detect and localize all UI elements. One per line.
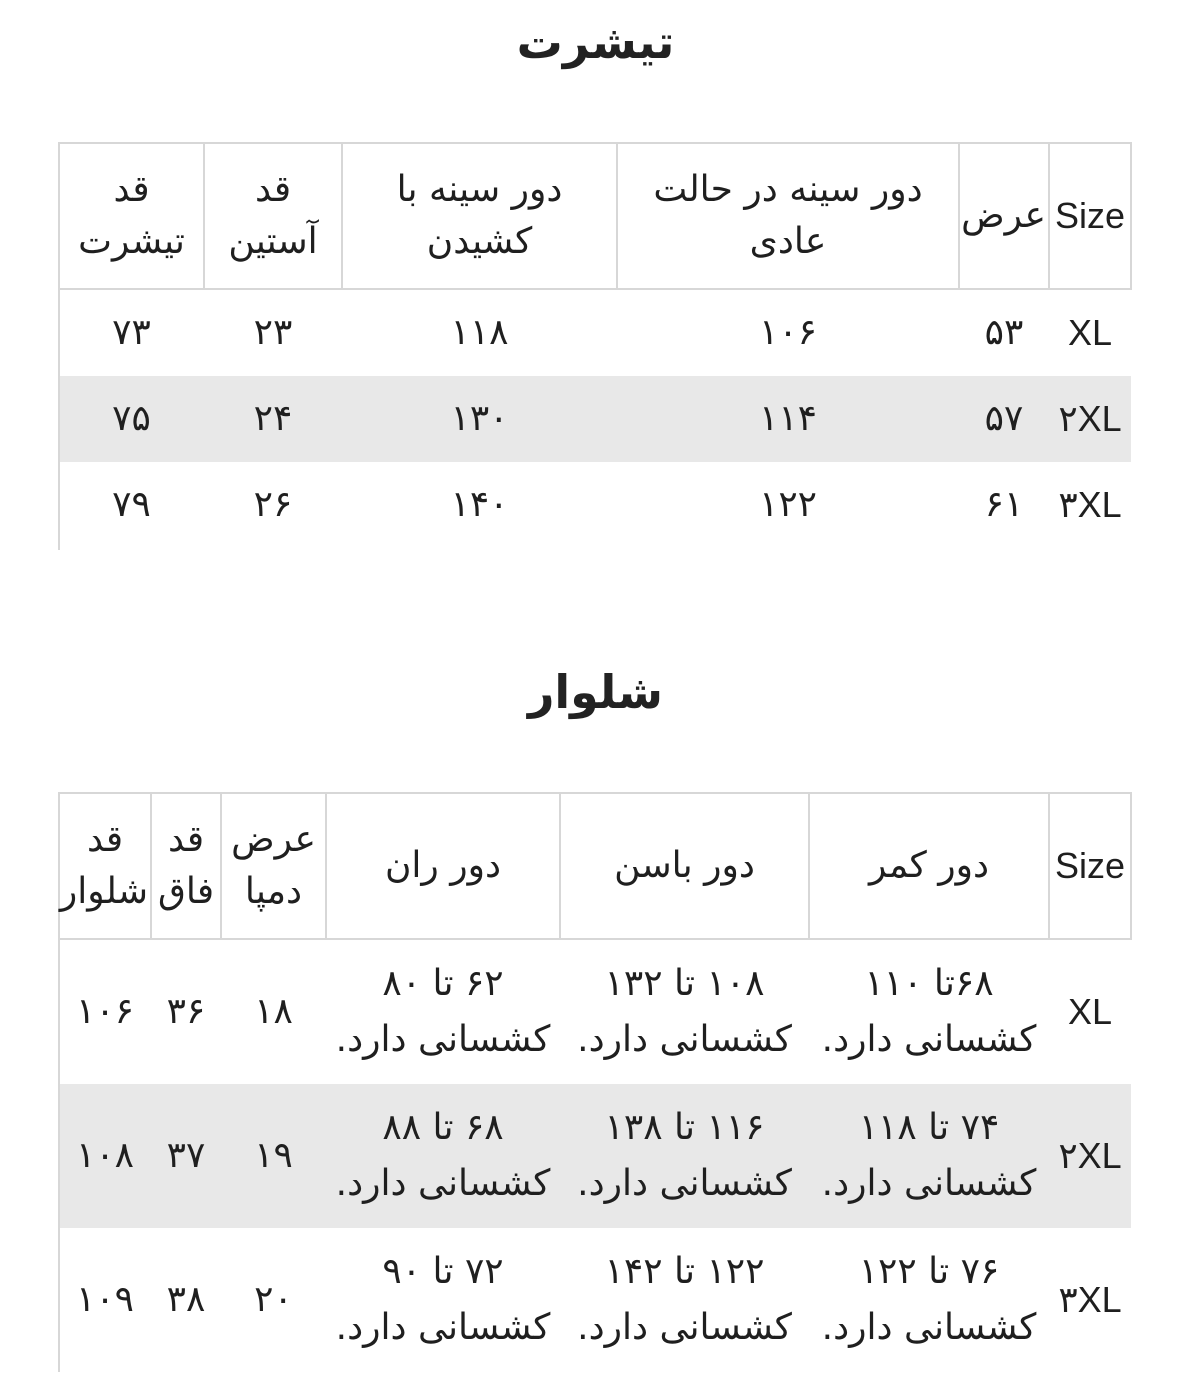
cell-width: ۶۱ bbox=[984, 484, 1024, 525]
tshirt-size-table bbox=[58, 142, 1132, 548]
cell-chest-stretched: ۱۴۰ bbox=[450, 484, 509, 525]
table-row bbox=[59, 1084, 1131, 1228]
cell-chest-normal: ۱۲۲ bbox=[758, 484, 817, 525]
cell-thigh: ۶۸ تا ۸۸ کشسانی دارد. bbox=[326, 1084, 560, 1228]
header-waist: دور کمر bbox=[809, 793, 1049, 939]
table-left-rule bbox=[58, 936, 60, 1372]
header-size: Size bbox=[1049, 143, 1131, 289]
table-header-row bbox=[59, 143, 1131, 289]
cell-width: ۵۷ bbox=[959, 376, 1049, 462]
cell-hip: ۱۱۶ تا ۱۳۸ کشسانی دارد. bbox=[560, 1084, 809, 1228]
cell-pants-length: ۱۰۸ bbox=[59, 1084, 151, 1228]
header-pants-length: قد شلوار bbox=[59, 793, 151, 939]
header-size: Size bbox=[1049, 793, 1131, 939]
cell-shirt-length: ۷۳ bbox=[112, 312, 151, 353]
cell-thigh: ۶۲ تا ۸۰ کشسانی دارد. bbox=[335, 963, 551, 1060]
cell-pants-length: ۱۰۶ bbox=[75, 991, 134, 1032]
header-thigh: دور ران bbox=[326, 793, 560, 939]
header-chest-stretched: دور سینه با کشیدن bbox=[342, 143, 617, 289]
table-row bbox=[59, 1228, 1131, 1372]
table-row bbox=[59, 289, 1131, 376]
cell-chest-normal: ۱۱۴ bbox=[617, 376, 959, 462]
pants-size-table bbox=[58, 792, 1132, 1372]
cell-chest-stretched: ۱۳۰ bbox=[342, 376, 617, 462]
cell-size: ۳XL bbox=[1058, 484, 1122, 525]
header-sleeve-length: قد آستین bbox=[204, 143, 342, 289]
header-chest-normal: دور سینه در حالت عادی bbox=[617, 143, 959, 289]
cell-waist: ۷۶ تا ۱۲۲ کشسانی دارد. bbox=[821, 1251, 1037, 1348]
cell-chest-stretched: ۱۱۸ bbox=[450, 312, 509, 353]
header-shirt-length: قد تیشرت bbox=[59, 143, 204, 289]
cell-hem-width: ۱۹ bbox=[221, 1084, 326, 1228]
cell-width: ۵۳ bbox=[984, 312, 1024, 353]
cell-pants-length: ۱۰۹ bbox=[75, 1279, 134, 1320]
cell-shirt-length: ۷۵ bbox=[59, 376, 204, 462]
header-rise: قد فاق bbox=[151, 793, 221, 939]
cell-rise: ۳۸ bbox=[166, 1279, 206, 1320]
cell-hem-width: ۲۰ bbox=[254, 1279, 293, 1320]
cell-rise: ۳۶ bbox=[166, 991, 206, 1032]
cell-size: ۲XL bbox=[1049, 376, 1131, 462]
cell-size: XL bbox=[1067, 991, 1113, 1032]
cell-sleeve-length: ۲۳ bbox=[253, 312, 293, 353]
cell-hip: ۱۲۲ تا ۱۴۲ کشسانی دارد. bbox=[577, 1251, 792, 1348]
cell-size: ۳XL bbox=[1058, 1279, 1122, 1320]
cell-thigh: ۷۲ تا ۹۰ کشسانی دارد. bbox=[335, 1251, 551, 1348]
table-row bbox=[59, 462, 1131, 548]
table-header-row bbox=[59, 793, 1131, 939]
table-row bbox=[59, 939, 1131, 1084]
tshirt-title: تیشرت bbox=[516, 15, 675, 69]
cell-rise: ۳۷ bbox=[151, 1084, 221, 1228]
cell-hip: ۱۰۸ تا ۱۳۲ کشسانی دارد. bbox=[577, 963, 792, 1060]
cell-shirt-length: ۷۹ bbox=[112, 484, 151, 525]
cell-hem-width: ۱۸ bbox=[254, 991, 293, 1032]
cell-waist: ۶۸تا ۱۱۰ کشسانی دارد. bbox=[821, 963, 1037, 1060]
cell-sleeve-length: ۲۶ bbox=[253, 484, 293, 525]
cell-size: ۲XL bbox=[1049, 1084, 1131, 1228]
header-hip: دور باسن bbox=[560, 793, 809, 939]
table-left-rule bbox=[58, 288, 60, 550]
table-row bbox=[59, 376, 1131, 462]
header-width: عرض bbox=[959, 143, 1049, 289]
pants-title: شلوار bbox=[527, 665, 664, 719]
cell-chest-normal: ۱۰۶ bbox=[758, 312, 817, 353]
header-hem-width: عرض دمپا bbox=[221, 793, 326, 939]
cell-sleeve-length: ۲۴ bbox=[204, 376, 342, 462]
cell-size: XL bbox=[1067, 312, 1113, 353]
cell-waist: ۷۴ تا ۱۱۸ کشسانی دارد. bbox=[809, 1084, 1049, 1228]
